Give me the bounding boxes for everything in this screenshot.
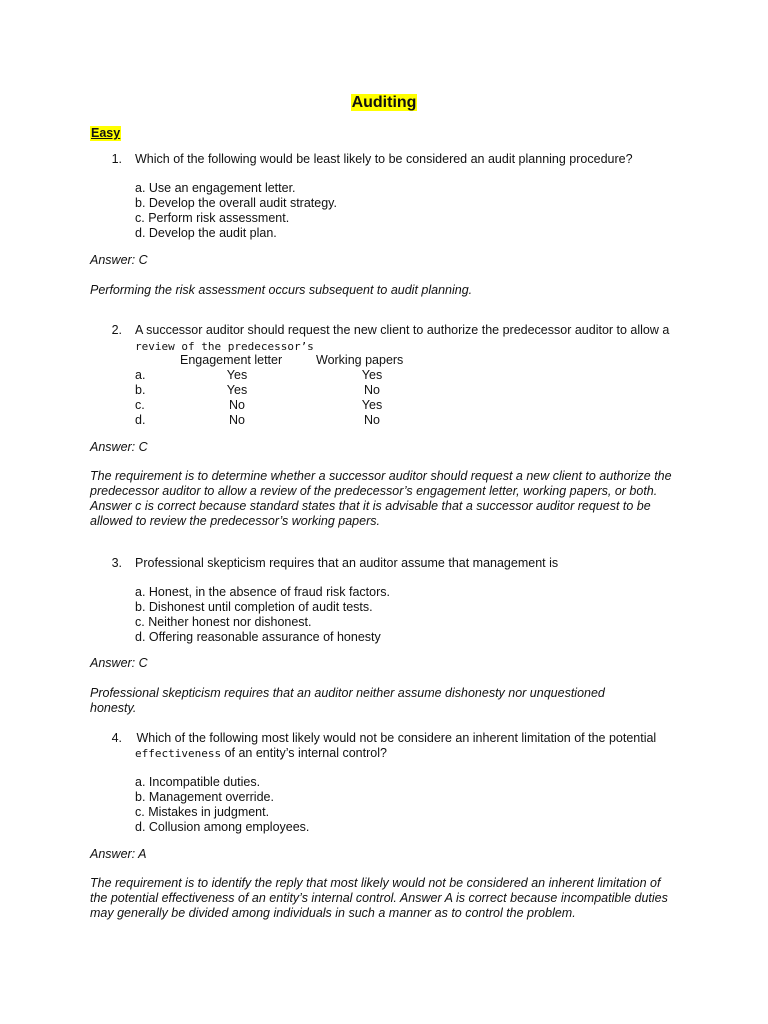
row-label: d. <box>135 413 146 427</box>
engagement-letter-cell: No <box>229 398 245 412</box>
question-1-number: 1. <box>111 152 122 166</box>
row-label: a. <box>135 368 146 382</box>
option: b. Develop the overall audit strategy. <box>135 196 337 210</box>
working-papers-cell: No <box>364 413 380 427</box>
row-label: c. <box>135 398 145 412</box>
question-3-text: Professional skepticism requires that an auditor assume that management is <box>135 556 559 570</box>
working-papers-cell: Yes <box>361 368 383 382</box>
question-4-number: 4. <box>111 731 122 745</box>
question-4-explanation <box>90 876 668 921</box>
question-1-text: Which of the following would be least likely to be considered an audit planning procedure? <box>135 152 633 166</box>
question-3-explanation <box>90 686 605 716</box>
question-4-text-line-2-part-2: of an entity’s internal control? <box>221 746 387 760</box>
question-3-number: 3. <box>111 556 122 570</box>
explanation-line: may generally be divided among individuals in such a manner as to control the problem. <box>90 906 576 920</box>
option: c. Perform risk assessment. <box>135 211 290 225</box>
explanation-line: honesty. <box>90 701 137 715</box>
option: d. Develop the audit plan. <box>135 226 277 240</box>
question-4-text-line-2-part-1: effectiveness <box>135 747 222 760</box>
question-4-text-line-2 <box>135 746 387 761</box>
explanation-line: allowed to review the predecessor’s working papers. <box>90 514 380 528</box>
option: c. Neither honest nor dishonest. <box>135 615 312 629</box>
engagement-letter-cell: Yes <box>226 383 248 397</box>
question-4-answer: Answer: A <box>90 847 147 861</box>
question-1-options <box>135 181 337 241</box>
explanation-line: the potential effectiveness of an entity’s internal control. Answer A is correct because incompatible duties <box>90 891 668 905</box>
engagement-letter-cell: No <box>229 413 245 427</box>
option: a. Incompatible duties. <box>135 775 261 789</box>
row-label: b. <box>135 383 146 397</box>
question-1-answer: Answer: C <box>90 253 148 267</box>
question-4-options <box>135 775 309 835</box>
option: d. Offering reasonable assurance of honesty <box>135 630 381 644</box>
option: a. Use an engagement letter. <box>135 181 296 195</box>
option: d. Collusion among employees. <box>135 820 310 834</box>
column-header-engagement-letter: Engagement letter <box>180 353 283 367</box>
question-2-text-line-2: review of the predecessor’s <box>135 340 314 353</box>
question-1-explanation: Performing the risk assessment occurs subsequent to audit planning. <box>90 283 473 297</box>
explanation-line: Professional skepticism requires that an auditor neither assume dishonesty nor unquestioned <box>90 686 605 700</box>
question-3-options <box>135 585 390 645</box>
option: b. Dishonest until completion of audit tests. <box>135 600 373 614</box>
engagement-letter-cell: Yes <box>226 368 248 382</box>
question-2-answer: Answer: C <box>90 440 148 454</box>
working-papers-cell: No <box>364 383 380 397</box>
explanation-line: The requirement is to determine whether a successor auditor should request a new client to authorize the <box>90 469 672 483</box>
question-2-explanation <box>90 469 672 529</box>
explanation-line: The requirement is to identify the reply that most likely would not be considered an inherent limitation of <box>90 876 661 890</box>
section-heading-easy: Easy <box>91 126 121 140</box>
column-header-working-papers: Working papers <box>316 353 404 367</box>
question-2-text-line-1: A successor auditor should request the new client to authorize the predecessor auditor to allow a <box>135 323 670 337</box>
question-2-number: 2. <box>111 323 122 337</box>
question-4-text-line-1: Which of the following most likely would not be considere an inherent limitation of the potential <box>133 731 657 745</box>
explanation-line: Answer c is correct because standard states that it is advisable that a successor auditor request to be <box>90 499 651 513</box>
document-title: Auditing <box>351 94 417 111</box>
option: b. Management override. <box>135 790 274 804</box>
option: a. Honest, in the absence of fraud risk factors. <box>135 585 390 599</box>
explanation-line: predecessor auditor to allow a review of the predecessor’s engagement letter, working papers, or both. <box>90 484 658 498</box>
working-papers-cell: Yes <box>361 398 383 412</box>
question-3-answer: Answer: C <box>90 656 148 670</box>
option: c. Mistakes in judgment. <box>135 805 270 819</box>
